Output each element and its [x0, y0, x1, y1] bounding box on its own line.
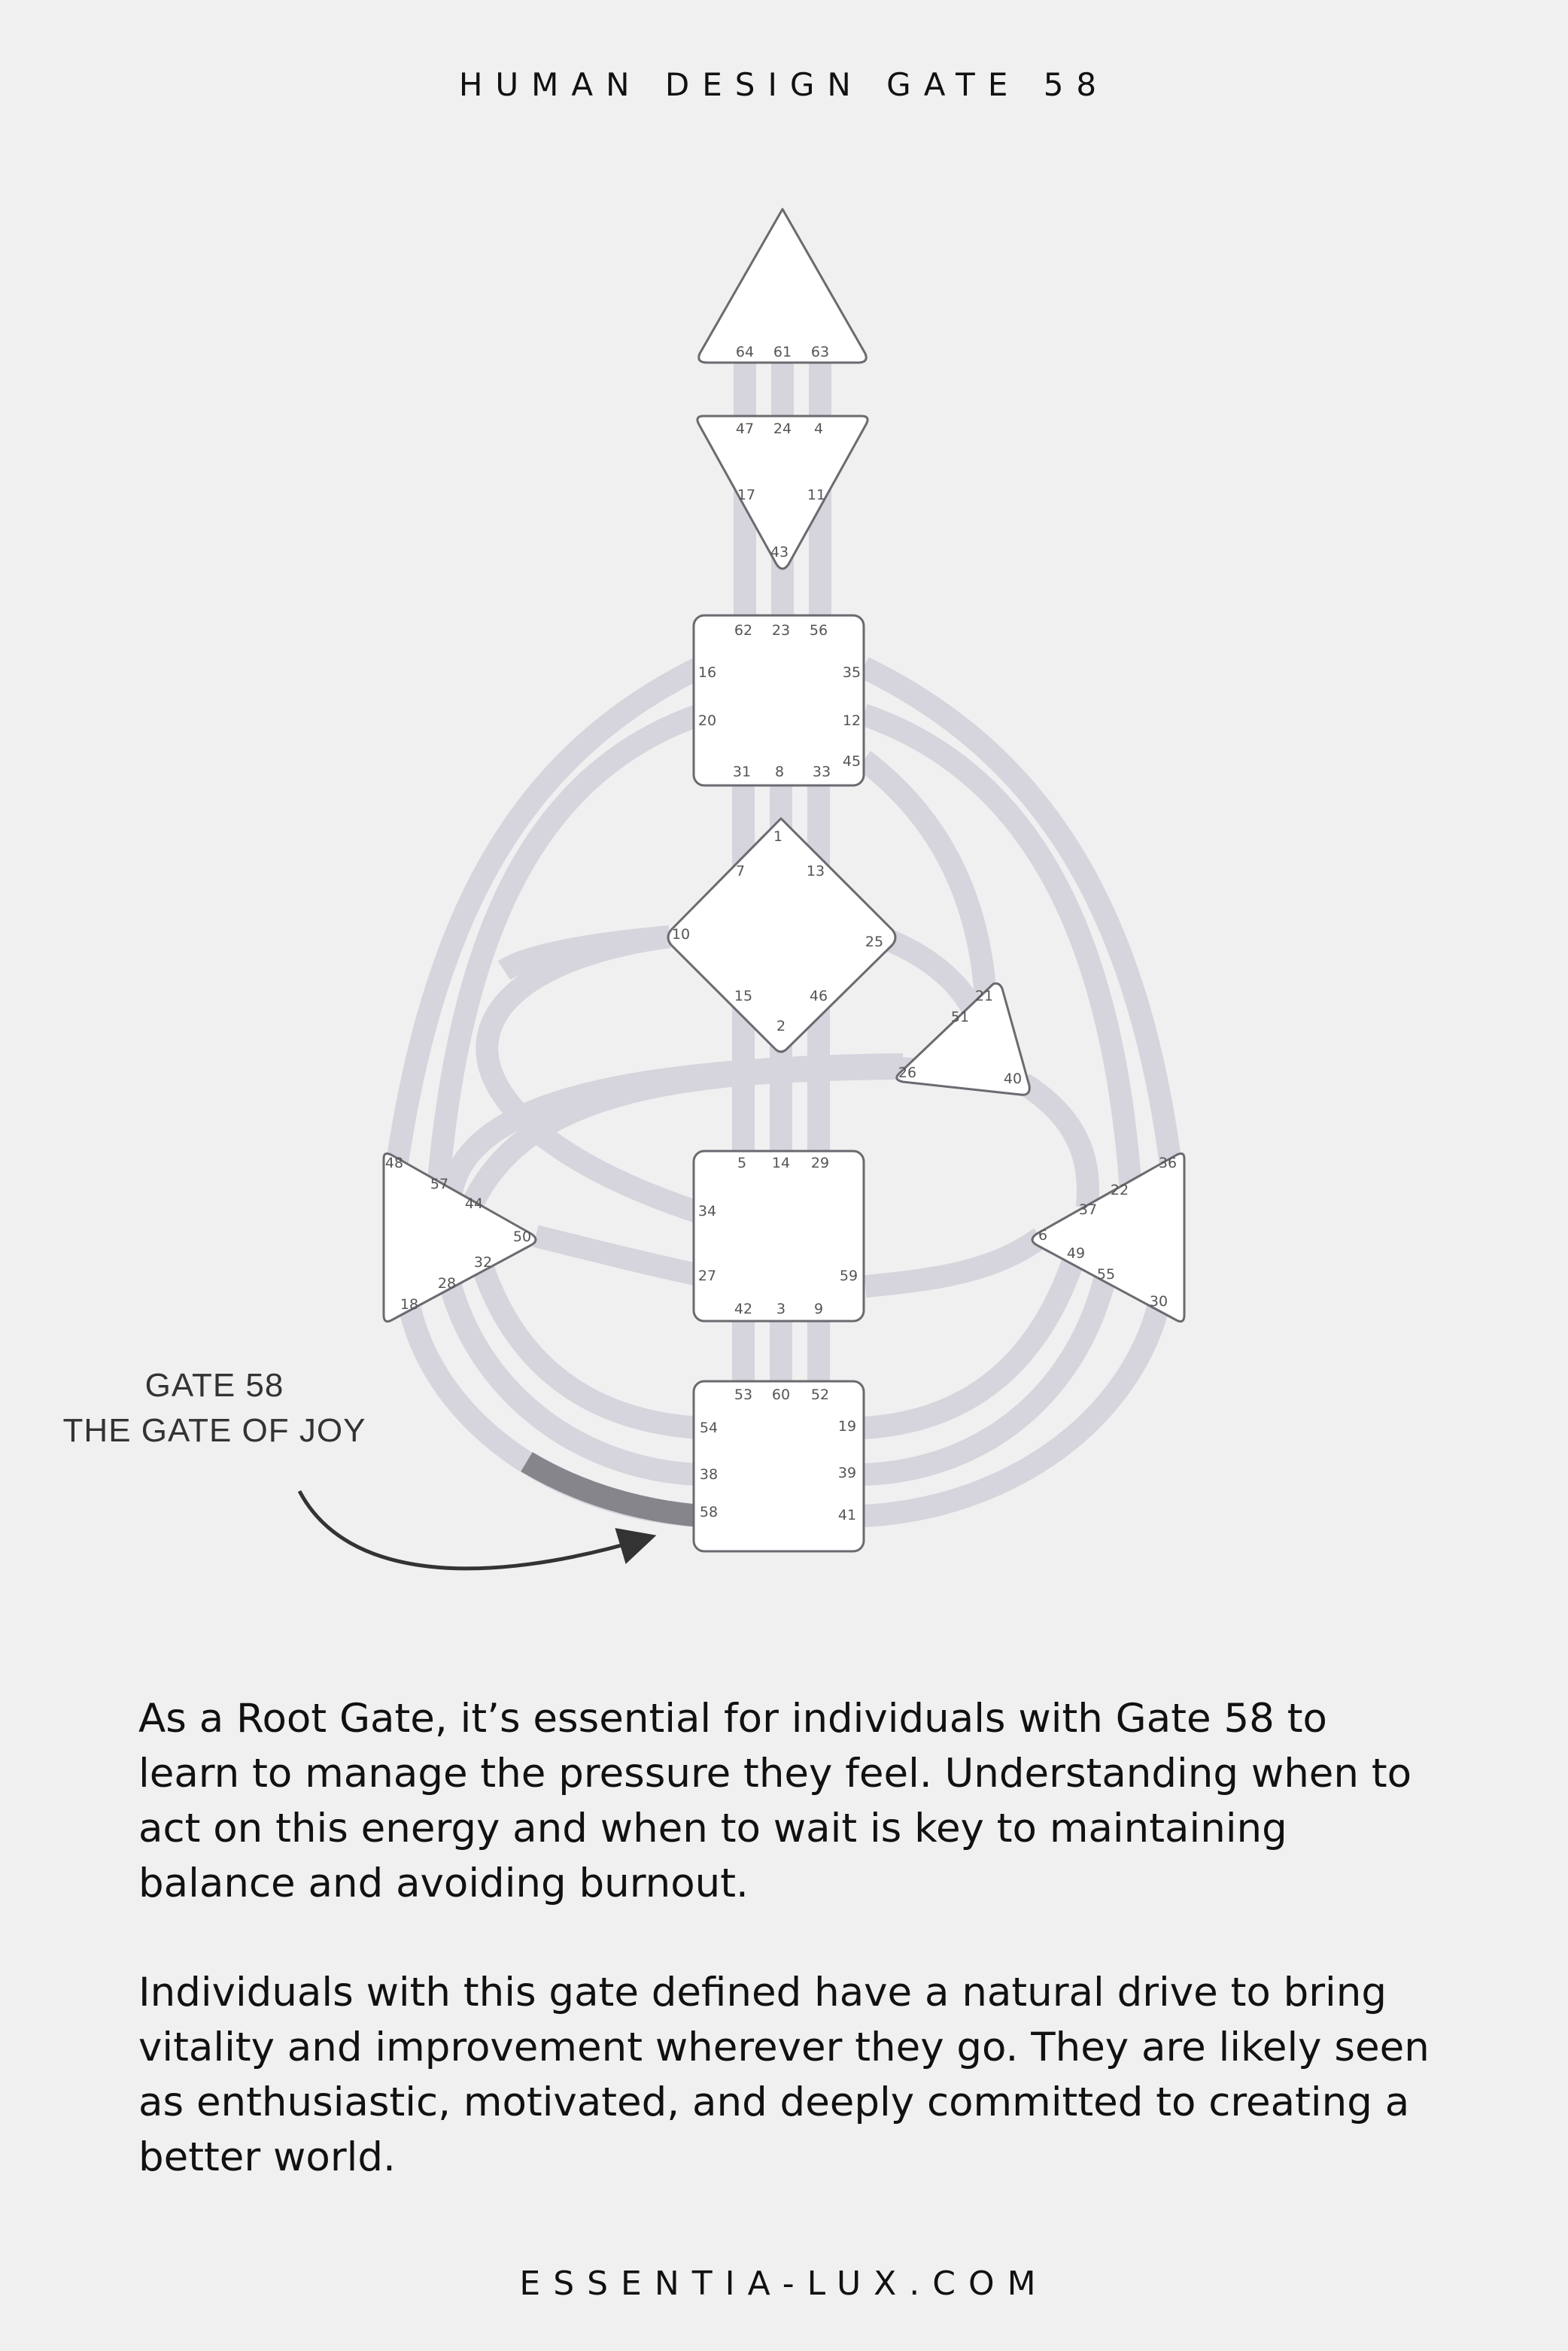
gate-label: 10 [671, 926, 691, 943]
gate-label: 15 [734, 988, 753, 1004]
channel-59-6 [865, 1238, 1041, 1286]
gate-label: 62 [734, 622, 753, 639]
gate-label: 35 [842, 664, 861, 681]
gate-label: 50 [512, 1229, 532, 1245]
channel-50-27 [536, 1236, 700, 1275]
gate-label: 24 [773, 421, 792, 437]
gate-label: 33 [812, 764, 831, 780]
body-paragraph-1: As a Root Gate, it’s essential for individuals with Gate 58 to learn to manage the pressure they feel. Understanding when to act on this energy and when to wait is key to maintaining balance and avoiding burnout. [138, 1696, 1412, 1906]
gate-label: 46 [809, 988, 828, 1004]
gate-label: 63 [810, 344, 830, 360]
gate-label: 13 [806, 863, 825, 879]
gate-label: 19 [837, 1418, 857, 1435]
gate-label: 48 [384, 1155, 404, 1171]
gate-label: 6 [1038, 1227, 1048, 1244]
gate-label: 1 [773, 828, 783, 845]
body-paragraph-2: Individuals with this gate defined have a natural drive to bring vitality and improvement wherever they go. They are likely seen as enthusiastic, motivated, and deeply committed to creating a better world. [138, 1970, 1430, 2180]
gate-label: 23 [771, 622, 791, 639]
gate-label: 25 [865, 934, 884, 950]
gate-label: 49 [1066, 1245, 1086, 1262]
gate-label: 14 [771, 1155, 791, 1171]
gate-label: 37 [1078, 1201, 1098, 1218]
gate-label: 55 [1096, 1266, 1116, 1283]
gate-label: 43 [770, 544, 789, 560]
gate-label: 38 [699, 1466, 719, 1483]
gate-label: 9 [813, 1301, 824, 1317]
gate-label: 51 [950, 1009, 970, 1025]
gate-label: 29 [810, 1155, 830, 1171]
callout-gate-name: THE GATE OF JOY [62, 1412, 366, 1449]
channel-40-37 [1023, 1083, 1088, 1207]
footer-site: ESSENTIA-LUX.COM [519, 2264, 1049, 2303]
gate-label: 42 [734, 1301, 753, 1317]
gate-label: 56 [809, 622, 828, 639]
gate-label: 22 [1110, 1182, 1129, 1198]
gate-label: 7 [735, 863, 746, 879]
gate-label: 34 [697, 1203, 717, 1220]
gate-label: 20 [697, 712, 717, 729]
gate-label: 45 [842, 753, 861, 770]
gate-callout [30, 1363, 399, 1453]
gate-label: 54 [699, 1420, 719, 1436]
throat-center [694, 615, 864, 785]
gate-label: 26 [898, 1065, 917, 1081]
gate-label: 52 [810, 1387, 830, 1403]
gate-label: 58 [699, 1504, 719, 1520]
gate-label: 4 [813, 421, 824, 437]
g-center [668, 819, 895, 1052]
gate-label: 2 [776, 1018, 786, 1034]
gate-label: 44 [464, 1195, 484, 1212]
gate-label: 60 [771, 1387, 791, 1403]
head-center [699, 209, 867, 363]
gate-label: 8 [774, 764, 785, 780]
gate-label: 3 [776, 1301, 786, 1317]
page-title: HUMAN DESIGN GATE 58 [458, 66, 1110, 103]
gate-label: 61 [773, 344, 792, 360]
gate-label: 57 [430, 1176, 449, 1192]
gate-label: 53 [734, 1387, 753, 1403]
callout-gate-number: GATE 58 [144, 1367, 284, 1404]
gate-label: 11 [807, 487, 826, 503]
gate-label: 64 [735, 344, 755, 360]
gate-label: 17 [737, 487, 756, 503]
gate-label: 41 [837, 1507, 857, 1523]
gate-label: 47 [735, 421, 755, 437]
sacral-center [694, 1151, 864, 1321]
gate-label: 5 [737, 1155, 747, 1171]
gate-label: 36 [1158, 1155, 1178, 1171]
gate-label: 12 [842, 712, 861, 729]
gate-label: 16 [697, 664, 717, 681]
gate-label: 21 [974, 988, 994, 1004]
gate-label: 30 [1149, 1293, 1168, 1310]
channel-25-51 [889, 940, 972, 1008]
gate-label: 39 [837, 1465, 857, 1481]
gate-label: 32 [473, 1254, 493, 1271]
gate-label: 27 [697, 1268, 717, 1284]
gate-label: 40 [1003, 1071, 1023, 1087]
gate-label: 28 [437, 1275, 457, 1292]
gate-label: 31 [732, 764, 752, 780]
gate-label: 59 [839, 1268, 858, 1284]
gate-label: 18 [400, 1296, 419, 1313]
